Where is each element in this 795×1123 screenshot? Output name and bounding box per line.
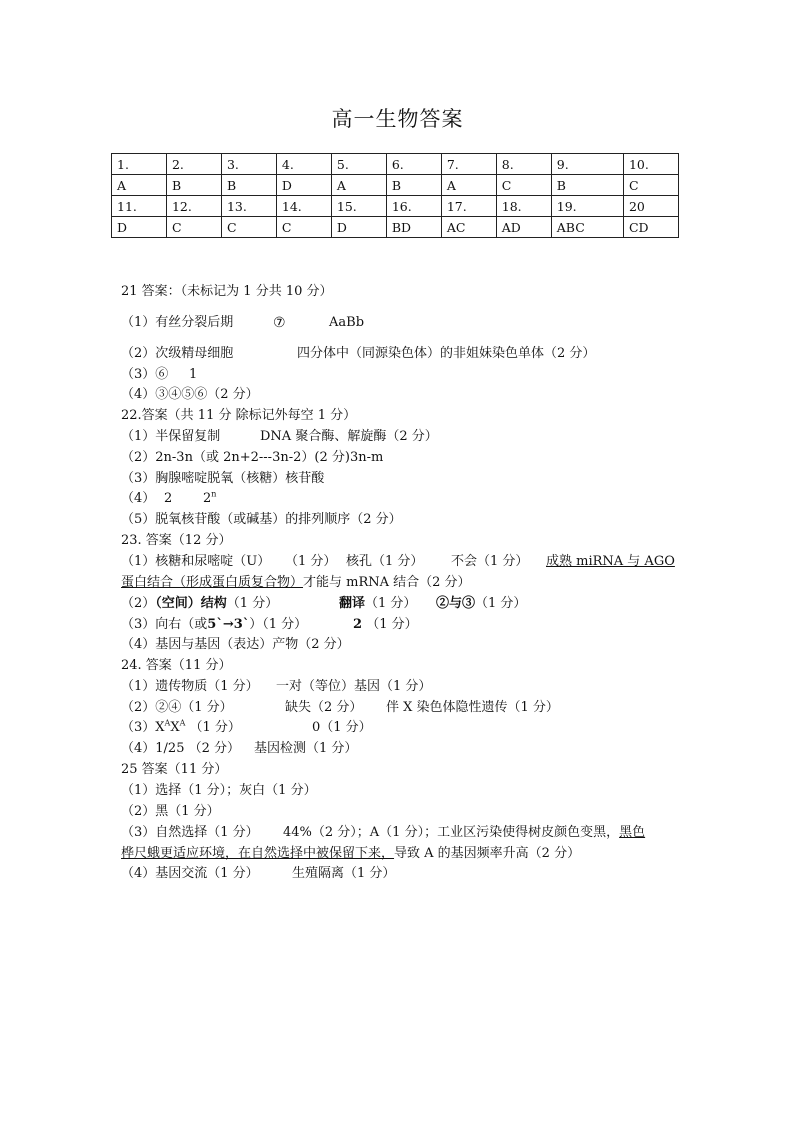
q23-line1-answer-d: 成熟 miRNA 与 AGO xyxy=(546,554,675,569)
q22-line4-answer-b: 2$^n$ xyxy=(203,489,217,506)
q21-line1-label: （1）有丝分裂后期 xyxy=(121,315,234,330)
q24-line4-answer: 基因检测（1 分） xyxy=(254,741,358,756)
q23-line2-label: （2）（空间）结构（1 分） xyxy=(121,596,279,611)
q21-line1-answer-b: AaBb xyxy=(329,315,365,330)
table-cell: AC xyxy=(441,217,496,238)
table-cell: 16. xyxy=(386,196,441,217)
q23-header: 23. 答案（12 分） xyxy=(121,533,232,548)
q21-header: 21 答案：（未标记为 1 分共 10 分） xyxy=(121,284,333,299)
table-row xyxy=(112,217,679,238)
q22-line1-answer: DNA 聚合酶、解旋酶（2 分） xyxy=(260,429,438,444)
q24-line4-label: （4）1/25 （2 分） xyxy=(121,741,240,756)
table-cell: C xyxy=(623,175,678,196)
q23-line1-label: （1）核糖和尿嘧啶（U） xyxy=(121,554,271,569)
table-cell: D xyxy=(276,175,331,196)
q25-line3-label: （3）自然选择（1 分） xyxy=(121,825,259,840)
table-row xyxy=(112,154,679,175)
q25-line2: （2）黑（1 分） xyxy=(121,804,220,819)
q25-line3-continued: 桦尺蛾更适应环境，在自然选择中被保留下来，导致 A 的基因频率升高（2 分） xyxy=(121,846,581,861)
q21-line2-label: （2）次级精母细胞 xyxy=(121,346,234,361)
table-cell: BD xyxy=(386,217,441,238)
table-cell: C xyxy=(276,217,331,238)
table-cell: B xyxy=(221,175,276,196)
table-cell: 12. xyxy=(166,196,221,217)
q24-line3-label: $(3)X^AX^A$ （1 分） xyxy=(121,718,241,735)
q24-line3-answer: 0（1 分） xyxy=(312,720,372,735)
table-cell: A xyxy=(331,175,386,196)
q25-line4-answer: 生殖隔离（1 分） xyxy=(292,866,396,881)
table-cell: 5. xyxy=(331,154,386,175)
q21-line1-answer-a: ⑦ xyxy=(273,315,286,331)
q24-header: 24. 答案（11 分） xyxy=(121,658,232,673)
table-cell: 8. xyxy=(496,154,551,175)
table-cell: 7. xyxy=(441,154,496,175)
q22-line2-label: （2）2n-3n（或 2n+2---3n-2）(2 分) xyxy=(121,450,350,465)
page-title: 高一生物答案 xyxy=(331,107,464,131)
table-cell: C xyxy=(496,175,551,196)
table-cell: B xyxy=(551,175,623,196)
q22-line3: （3）胸腺嘧啶脱氧（核糖）核苷酸 xyxy=(121,471,325,486)
table-cell: 19. xyxy=(551,196,623,217)
q25-line1: （1）选择（1 分）；灰白（1 分） xyxy=(121,783,317,798)
table-cell: D xyxy=(112,217,167,238)
q22-line4-label: （4） xyxy=(121,491,156,506)
q23-line1-continued: 蛋白结合（形成蛋白质复合物）才能与 mRNA 结合（2 分） xyxy=(121,575,471,590)
table-cell: 3. xyxy=(221,154,276,175)
q22-line2-answer: 3n-m xyxy=(350,450,384,465)
q25-header: 25 答案（11 分） xyxy=(121,762,228,777)
q23-line2-answer-b: 翻译（1 分） xyxy=(339,596,417,611)
table-cell: AD xyxy=(496,217,551,238)
table-cell: C xyxy=(221,217,276,238)
table-cell: ABC xyxy=(551,217,623,238)
table-cell: CD xyxy=(623,217,678,238)
q21-line2-answer: 四分体中（同源染色体）的非姐妹染色单体（2 分） xyxy=(297,346,596,361)
table-cell: 2. xyxy=(166,154,221,175)
q23-line1-score: （1 分） xyxy=(285,554,337,569)
q23-line1-answer-b: 核孔（1 分） xyxy=(346,554,424,569)
q22-line5: （5）脱氧核苷酸（或碱基）的排列顺序（2 分） xyxy=(121,512,402,527)
q25-line3-answer: 44%（2 分）；A（1 分）；工业区污染使得树皮颜色变黑，黑色 xyxy=(283,825,646,840)
table-cell: 17. xyxy=(441,196,496,217)
q24-line2-answer-c: 伴 X 染色体隐性遗传（1 分） xyxy=(386,700,559,715)
table-cell: 1. xyxy=(112,154,167,175)
table-row xyxy=(112,196,679,217)
table-cell: A xyxy=(441,175,496,196)
table-cell: 20 xyxy=(623,196,678,217)
q21-line3-label: （3）⑥ xyxy=(121,367,169,382)
table-cell: 18. xyxy=(496,196,551,217)
q24-line1-answer: 一对（等位）基因（1 分） xyxy=(276,679,432,694)
q23-line3-label: （3）向右（或5`→3`）（1 分） xyxy=(121,617,308,632)
q22-header: 22.答案（共 11 分 除标记外每空 1 分） xyxy=(121,408,357,423)
table-cell: 10. xyxy=(623,154,678,175)
table-cell: C xyxy=(166,217,221,238)
q23-line4: （4）基因与基因（表达）产物（2 分） xyxy=(121,637,350,652)
table-cell: A xyxy=(112,175,167,196)
table-cell: 14. xyxy=(276,196,331,217)
q24-line2-label: （2）②④（1 分） xyxy=(121,700,233,715)
table-cell: B xyxy=(386,175,441,196)
q24-line1-label: （1）遗传物质（1 分） xyxy=(121,679,259,694)
table-cell: 11. xyxy=(112,196,167,217)
q22-line4-answer-a: 2 xyxy=(164,491,173,506)
table-cell: 6. xyxy=(386,154,441,175)
q24-line2-answer-b: 缺失（2 分） xyxy=(285,700,363,715)
q23-line1-answer-c: 不会（1 分） xyxy=(451,554,529,569)
table-cell: 15. xyxy=(331,196,386,217)
q22-line1-label: （1）半保留复制 xyxy=(121,429,221,444)
q23-line3-answer: 2 （1 分） xyxy=(353,617,418,632)
table-cell: 13. xyxy=(221,196,276,217)
q21-line4: （4）③④⑤⑥（2 分） xyxy=(121,387,259,402)
table-cell: 4. xyxy=(276,154,331,175)
q21-line3-answer: 1 xyxy=(189,367,198,382)
answer-table xyxy=(111,153,679,238)
table-cell: 9. xyxy=(551,154,623,175)
table-cell: B xyxy=(166,175,221,196)
table-cell: D xyxy=(331,217,386,238)
q25-line4-label: （4）基因交流（1 分） xyxy=(121,866,259,881)
table-row xyxy=(112,175,679,196)
q23-line2-answer-c: ②与③（1 分） xyxy=(436,596,527,611)
